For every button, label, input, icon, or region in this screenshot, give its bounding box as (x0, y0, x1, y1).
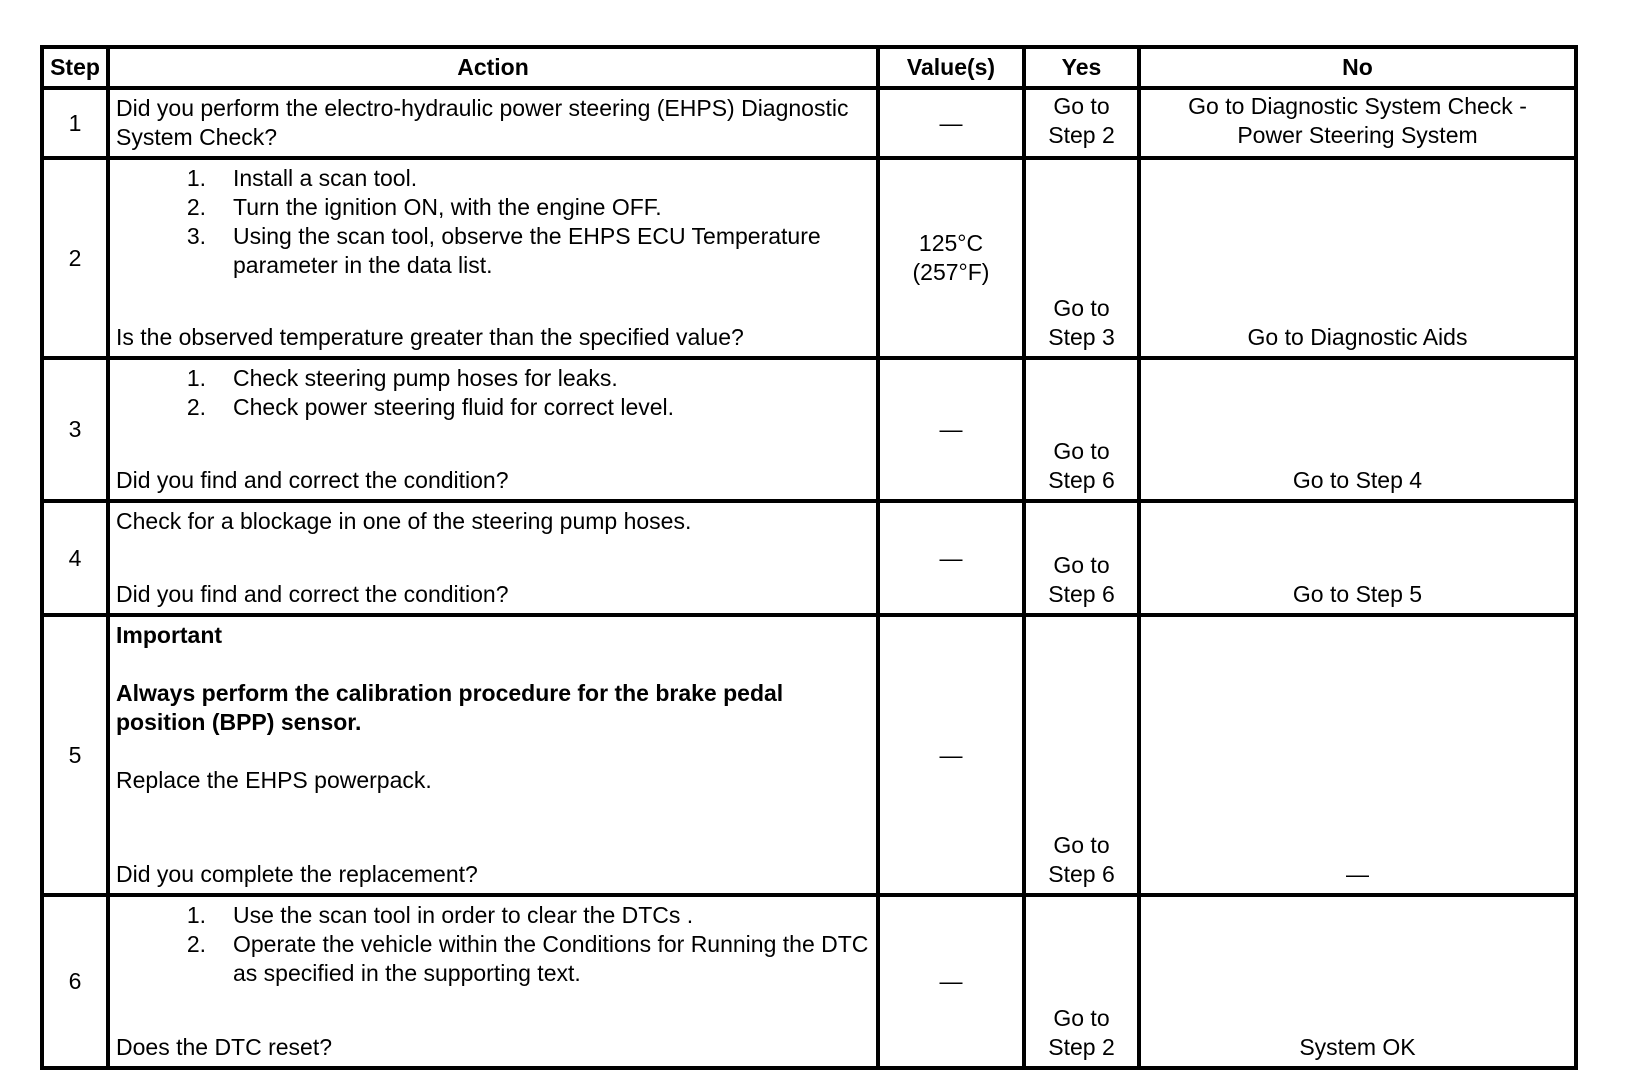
no-line1: Go to Diagnostic System Check - (1188, 93, 1527, 119)
yes-cell (1024, 88, 1139, 158)
step-number: 5 (42, 615, 108, 895)
action-list (116, 164, 870, 280)
list-item: 1. Use the scan tool in order to clear the DTCs . (186, 902, 694, 928)
action-cell (108, 158, 878, 358)
header-values: Value(s) (878, 47, 1024, 88)
action-text: Replace the EHPS powerpack. (116, 767, 432, 793)
yes-line1: Go to (1053, 93, 1110, 119)
value-line2: (257°F) (912, 259, 990, 285)
action-text: Check for a blockage in one of the steering pump hoses. (116, 508, 692, 534)
header-action: Action (108, 47, 878, 88)
yes-cell (1024, 895, 1139, 1068)
action-text: Did you perform the electro-hydraulic power steering (EHPS) Diagnostic System Check? (116, 95, 849, 150)
no-cell: Go to Diagnostic Aids (1139, 158, 1576, 358)
action-cell (108, 615, 878, 895)
action-cell (108, 358, 878, 501)
no-line2: Power Steering System (1237, 122, 1478, 148)
action-cell (108, 895, 878, 1068)
yes-cell (1024, 358, 1139, 501)
table-row (42, 158, 1576, 358)
value-cell: — (878, 895, 1024, 1068)
value-cell: — (878, 501, 1024, 615)
header-yes: Yes (1024, 47, 1139, 88)
yes-line1: Go to (1053, 552, 1110, 578)
yes-cell (1024, 158, 1139, 358)
action-list (116, 901, 870, 988)
no-cell: — (1139, 615, 1576, 895)
step-number: 2 (42, 158, 108, 358)
header-step: Step (42, 47, 108, 88)
yes-cell (1024, 501, 1139, 615)
yes-cell (1024, 615, 1139, 895)
no-cell: Go to Step 5 (1139, 501, 1576, 615)
list-item: 1. Install a scan tool. (186, 165, 418, 191)
action-cell (108, 501, 878, 615)
action-question: Did you complete the replacement? (116, 861, 478, 887)
header-row (42, 47, 1576, 88)
action-cell (108, 88, 878, 158)
list-item: 2. Check power steering fluid for correct level. (186, 394, 675, 420)
yes-line1: Go to (1053, 1005, 1110, 1031)
yes-line1: Go to (1053, 295, 1110, 321)
yes-line2: Step 6 (1048, 861, 1115, 887)
action-list (116, 364, 870, 422)
important-text: Always perform the calibration procedure for the brake pedal position (BPP) sensor. (116, 680, 784, 735)
step-number: 4 (42, 501, 108, 615)
no-cell: Go to Step 4 (1139, 358, 1576, 501)
no-cell: System OK (1139, 895, 1576, 1068)
important-label: Important (116, 622, 223, 648)
yes-line2: Step 2 (1048, 1034, 1115, 1060)
list-item: 2. Operate the vehicle within the Conditions for Running the DTC as specified in the supporting text. (186, 931, 869, 986)
yes-line2: Step 6 (1048, 581, 1115, 607)
action-question: Does the DTC reset? (116, 1034, 333, 1060)
action-question: Did you find and correct the condition? (116, 467, 509, 493)
table-row (42, 615, 1576, 895)
list-item: 2. Turn the ignition ON, with the engine OFF. (186, 194, 662, 220)
step-number: 6 (42, 895, 108, 1068)
list-item: 3. Using the scan tool, observe the EHPS ECU Temperature parameter in the data list. (186, 223, 821, 278)
yes-line2: Step 6 (1048, 467, 1115, 493)
diagnostic-table (40, 45, 1578, 1070)
table-row (42, 501, 1576, 615)
no-cell (1139, 88, 1576, 158)
yes-line2: Step 2 (1048, 122, 1115, 148)
header-no: No (1139, 47, 1576, 88)
value-cell: — (878, 88, 1024, 158)
table-row (42, 358, 1576, 501)
action-question: Is the observed temperature greater than the specified value? (116, 324, 744, 350)
step-number: 1 (42, 88, 108, 158)
list-item: 1. Check steering pump hoses for leaks. (186, 365, 618, 391)
yes-line2: Step 3 (1048, 324, 1115, 350)
action-question: Did you find and correct the condition? (116, 581, 509, 607)
value-cell: — (878, 358, 1024, 501)
value-line1: 125°C (918, 230, 984, 256)
step-number: 3 (42, 358, 108, 501)
value-cell: — (878, 615, 1024, 895)
table-row (42, 895, 1576, 1068)
table-row (42, 88, 1576, 158)
value-cell (878, 158, 1024, 358)
yes-line1: Go to (1053, 438, 1110, 464)
yes-line1: Go to (1053, 832, 1110, 858)
